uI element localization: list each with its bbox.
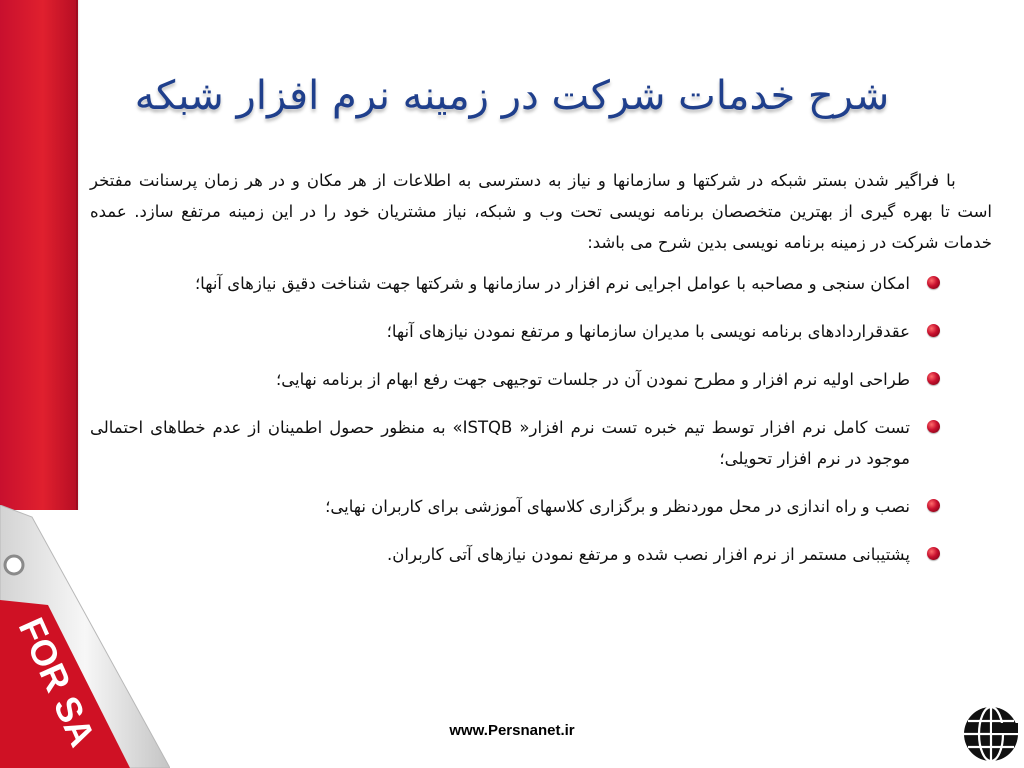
slide-title: شرح خدمات شرکت در زمینه نرم افزار شبکه xyxy=(134,73,890,119)
list-item xyxy=(90,268,992,299)
list-item-text: پشتیبانی مستمر از نرم افزار نصب شده و مرتفع نمودن نیازهای آتی کاربران. xyxy=(387,545,910,564)
red-sphere-bullet-icon xyxy=(927,276,940,289)
red-sphere-bullet-icon xyxy=(927,324,940,337)
list-item-text: عقدقراردادهای برنامه نویسی با مدیران سازمانها و مرتفع نمودن نیازهای آنها؛ xyxy=(386,322,910,341)
red-sphere-bullet-icon xyxy=(927,372,940,385)
red-sphere-bullet-icon xyxy=(927,420,940,433)
red-sphere-bullet-icon xyxy=(927,499,940,512)
services-list xyxy=(90,268,992,570)
list-item xyxy=(90,539,992,570)
list-item-text: امکان سنجی و مصاحبه با عوامل اجرایی نرم افزار در سازمانها و شرکتها جهت شناخت دقیق نیازهای آنها؛ xyxy=(194,274,910,293)
list-item-text: تست کامل نرم افزار توسط تیم خبره تست نرم افزار« ISTQB» به منظور حصول اطمینان از عدم خطاهای احتمالی موجود در نرم افزار تحویلی؛ xyxy=(90,418,910,468)
globe-logo-icon xyxy=(962,705,1020,763)
list-item xyxy=(90,412,992,474)
tag-text: FOR SA xyxy=(10,611,104,753)
list-item xyxy=(90,316,992,347)
list-item xyxy=(90,364,992,395)
slide-body xyxy=(90,165,992,587)
list-item xyxy=(90,491,992,522)
footer-url[interactable]: www.Persnanet.ir xyxy=(449,722,575,739)
intro-paragraph: با فراگیر شدن بستر شبکه در شرکتها و سازمانها و نیاز به دسترسی به اطلاعات از هر مکان و در هر زمان پرسنانت مفتخر است تا بهره گیری از بهترین متخصصان برنامه نویسی تحت وب و شبکه، نیاز مشتریان خود را در این زمینه مرتفع سازد. عمده خدمات شرکت در زمینه برنامه نویسی بدین شرح می باشد: xyxy=(90,171,992,252)
list-item-text: نصب و راه اندازی در محل موردنظر و برگزاری کلاسهای آموزشی برای کاربران نهایی؛ xyxy=(325,497,910,516)
red-sphere-bullet-icon xyxy=(927,547,940,560)
tag-eyelet-icon xyxy=(5,556,23,574)
list-item-text: طراحی اولیه نرم افزار و مطرح نمودن آن در جلسات توجیهی جهت رفع ابهام از برنامه نهایی؛ xyxy=(275,370,910,389)
